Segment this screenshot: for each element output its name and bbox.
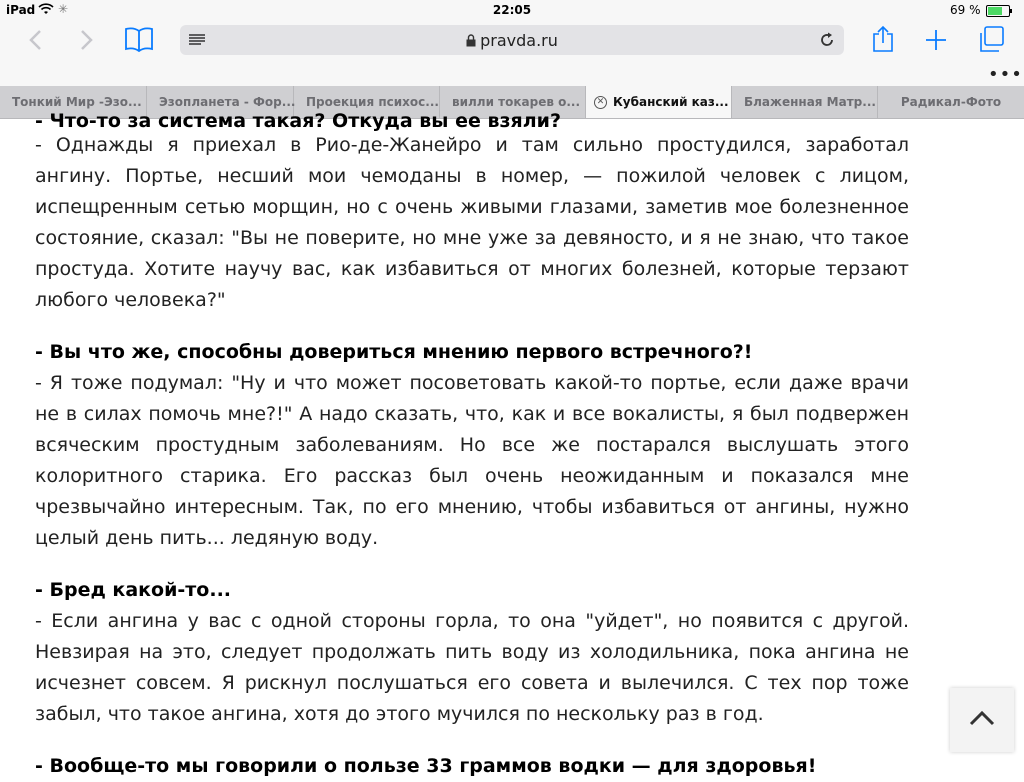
browser-toolbar (0, 22, 1024, 86)
address-text: pravda.ru (480, 31, 558, 50)
article-answer: - Однажды я приехал в Рио-де-Жанейро и там сильно простудился, заработал ангину. Портье, несший мои чемоданы в номер, — пожилой человек с лицом, испещренным сетью морщин, но с очень живыми глазами, заметив мое болезненное состояние, сказал: "Вы не поверите, но мне уже за девяносто, и я не знаю, что такое простуда. Хотите научу вас, как избавиться от многих болезней, которые терзают любого человека?" (35, 134, 909, 311)
activity-icon: ✳ (58, 2, 69, 16)
article-answer: - Если ангина у вас с одной стороны горла, то она "уйдет", но появится с другой. Невзирая на это, следует продолжать пить воду из холодильника, пока ангина не исчезнет совсем. Я рискнул послушаться его совета и вылечился. С тех пор тоже забыл, что такое ангина, хотя до этого мучился по нескольку раз в год. (35, 610, 909, 725)
address-bar[interactable] (180, 25, 844, 55)
clock: 22:05 (492, 3, 532, 17)
more-button[interactable]: ••• (988, 64, 1023, 85)
address-domain (180, 31, 844, 51)
article-content (35, 110, 909, 777)
tab-label: Тонкий Мир -Эзо... (12, 95, 142, 109)
battery-icon (986, 5, 1010, 17)
battery-fill (988, 7, 1002, 15)
battery-percent: 69 % (950, 3, 981, 17)
article-question: - Бред какой-то... (35, 579, 232, 601)
reload-icon[interactable] (818, 31, 836, 49)
wifi-icon (38, 2, 54, 19)
back-icon[interactable] (22, 26, 48, 54)
tab-label: Кубанский каз... (613, 95, 729, 109)
device-name: iPad (6, 3, 36, 17)
article-question: - Вообще-то мы говорили о пользе 33 граммов водки — для здоровья! (35, 755, 817, 777)
article-answer: - Я тоже подумал: "Ну и что может посоветовать какой-то портье, если даже врачи не в силах помочь мне?!" А надо сказать, что, как и все вокалисты, я был подвержен всяческим простудным заболеваниям. Но все же постарался выслушать этого колоритного старика. Его рассказ был очень неожиданным и показался мне чрезвычайно интересным. Так, по его мнению, чтобы избавиться от ангины, нужно целый день пить... ледяную воду. (35, 372, 909, 549)
add-icon[interactable] (922, 26, 950, 54)
status-bar (0, 0, 1024, 22)
bookmarks-icon[interactable] (122, 24, 156, 54)
forward-icon[interactable] (74, 26, 100, 54)
tab-label: вилли токарев о... (452, 95, 581, 109)
scroll-to-top-button[interactable] (950, 688, 1014, 752)
tabs-icon[interactable] (976, 24, 1006, 54)
tab-label: Эзопланета - Фор... (159, 95, 296, 109)
chevron-up-icon (968, 709, 996, 731)
share-icon[interactable] (870, 24, 896, 54)
article-question: - Вы что же, способны довериться мнению первого встречного?! (35, 341, 753, 363)
lock-icon (466, 32, 476, 51)
article-question-cut: - Что-то за система такая? Откуда вы ее взяли? (35, 110, 561, 132)
tab-label: Блаженная Матр... (744, 95, 876, 109)
tab-label: Проекция психос... (306, 95, 439, 109)
tab-label: Радикал-Фото (900, 95, 1002, 109)
close-tab-icon[interactable]: ✕ (594, 96, 607, 109)
